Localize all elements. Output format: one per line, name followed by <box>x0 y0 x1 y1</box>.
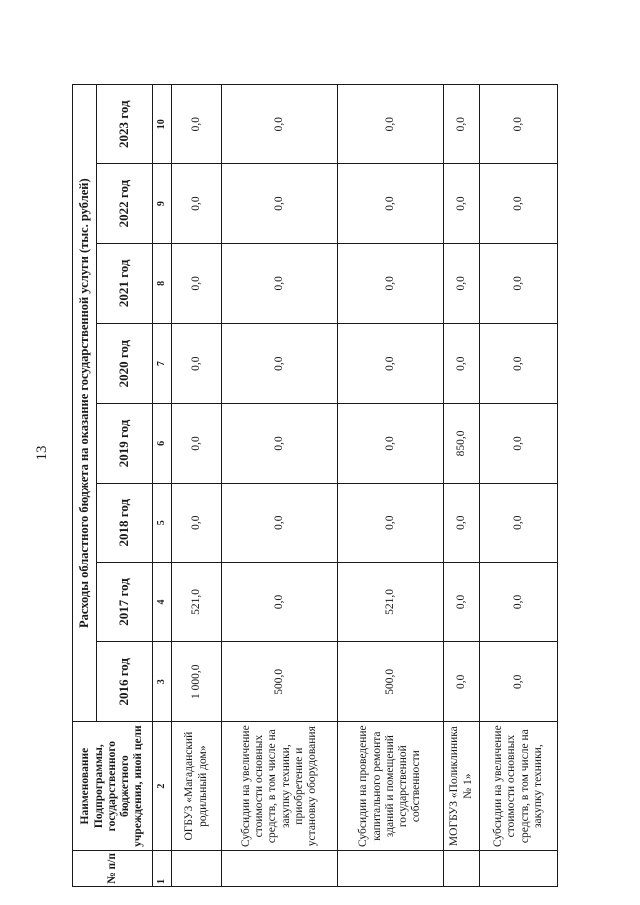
row-value: 0,0 <box>172 404 222 483</box>
row-name: МОГБУЗ «Поликлиника № 1» <box>444 722 480 850</box>
column-index: 9 <box>153 164 172 243</box>
row-value: 0,0 <box>172 85 222 164</box>
budget-table <box>72 84 558 887</box>
row-value: 0,0 <box>172 243 222 323</box>
row-value: 0,0 <box>444 562 480 641</box>
row-num <box>444 850 480 886</box>
row-value: 0,0 <box>222 562 338 641</box>
column-index: 7 <box>153 324 172 404</box>
table-row <box>172 85 222 887</box>
row-value: 0,0 <box>480 85 558 164</box>
row-value: 0,0 <box>480 243 558 323</box>
row-name: Субсидии на увеличение стоимости основных средств, в том числе на закупку техники, <box>480 722 558 850</box>
header-year: 2021 год <box>97 243 153 323</box>
row-name: Субсидии на увеличение стоимости основных средств, в том числе на закупку техники, приобретение и установку оборудования <box>222 722 338 850</box>
column-index: 6 <box>153 404 172 483</box>
row-value: 0,0 <box>222 324 338 404</box>
header-group-title: Расходы областного бюджета на оказание государственной услуги (тыс. рублей) <box>73 85 97 722</box>
row-value: 850,0 <box>444 404 480 483</box>
header-num: № п/п <box>73 850 153 886</box>
table-row <box>222 85 338 887</box>
column-index: 3 <box>153 642 172 722</box>
row-value: 0,0 <box>338 324 444 404</box>
row-value: 0,0 <box>222 404 338 483</box>
row-value: 0,0 <box>480 164 558 243</box>
table-row <box>338 85 444 887</box>
row-value: 500,0 <box>338 642 444 722</box>
row-value: 0,0 <box>444 483 480 562</box>
row-value: 521,0 <box>172 562 222 641</box>
header-year: 2016 год <box>97 642 153 722</box>
row-value: 0,0 <box>222 85 338 164</box>
row-value: 0,0 <box>338 243 444 323</box>
column-index: 10 <box>153 85 172 164</box>
column-index: 1 <box>153 850 172 886</box>
header-year: 2022 год <box>97 164 153 243</box>
row-value: 0,0 <box>444 164 480 243</box>
rotated-table-container <box>72 84 552 887</box>
header-year: 2018 год <box>97 483 153 562</box>
header-name: Наименование Подпрограммы, государственного бюджетного учреждения, иной цели <box>73 722 153 850</box>
row-value: 0,0 <box>172 324 222 404</box>
row-num <box>480 850 558 886</box>
row-value: 0,0 <box>480 562 558 641</box>
row-value: 0,0 <box>480 404 558 483</box>
header-year: 2019 год <box>97 404 153 483</box>
column-index: 2 <box>153 722 172 850</box>
row-value: 0,0 <box>222 483 338 562</box>
row-value: 0,0 <box>444 324 480 404</box>
row-name: Субсидии на проведение капитального ремонта зданий и помещений государственной собственности <box>338 722 444 850</box>
row-value: 0,0 <box>480 324 558 404</box>
column-index: 4 <box>153 562 172 641</box>
table-row <box>480 85 558 887</box>
column-index: 8 <box>153 243 172 323</box>
header-year: 2020 год <box>97 324 153 404</box>
header-year: 2017 год <box>97 562 153 641</box>
row-value: 0,0 <box>480 642 558 722</box>
row-value: 0,0 <box>172 164 222 243</box>
row-value: 1 000,0 <box>172 642 222 722</box>
row-value: 0,0 <box>444 243 480 323</box>
row-value: 0,0 <box>222 164 338 243</box>
row-value: 0,0 <box>444 642 480 722</box>
row-value: 0,0 <box>338 164 444 243</box>
row-num <box>222 850 338 886</box>
row-num <box>172 850 222 886</box>
table-row <box>444 85 480 887</box>
row-value: 0,0 <box>222 243 338 323</box>
row-value: 0,0 <box>338 404 444 483</box>
column-index: 5 <box>153 483 172 562</box>
row-value: 0,0 <box>338 483 444 562</box>
page-number: 13 <box>34 445 50 461</box>
row-value: 0,0 <box>444 85 480 164</box>
row-value: 521,0 <box>338 562 444 641</box>
header-year: 2023 год <box>97 85 153 164</box>
row-name: ОГБУЗ «Магаданский родильный дом» <box>172 722 222 850</box>
row-value: 0,0 <box>480 483 558 562</box>
row-value: 0,0 <box>338 85 444 164</box>
row-num <box>338 850 444 886</box>
row-value: 0,0 <box>172 483 222 562</box>
row-value: 500,0 <box>222 642 338 722</box>
